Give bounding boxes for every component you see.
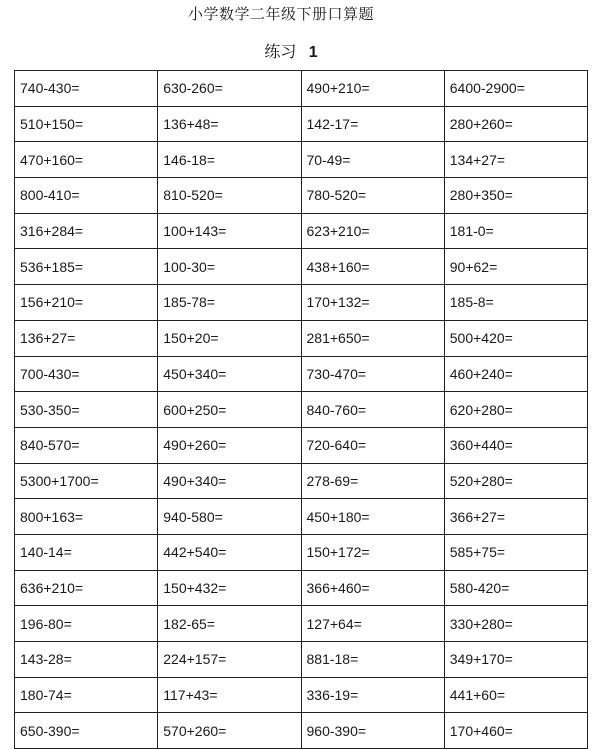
problem-row <box>15 606 588 642</box>
problem-cell: 490+340= <box>158 463 301 499</box>
problem-cell: 960-390= <box>301 713 444 749</box>
problem-cell: 800+163= <box>15 499 158 535</box>
problem-cell: 349+170= <box>444 642 587 678</box>
problem-row <box>15 534 588 570</box>
document-title: 小学数学二年级下册口算题 <box>187 5 374 23</box>
problem-cell: 700-430= <box>15 356 158 392</box>
problem-cell: 70-49= <box>301 142 444 178</box>
problem-cell: 490+210= <box>301 71 444 107</box>
problem-cell: 278-69= <box>301 463 444 499</box>
problem-row <box>15 713 588 749</box>
problem-row <box>15 642 588 678</box>
problem-row <box>15 320 588 356</box>
problem-cell: 360+440= <box>444 427 587 463</box>
problem-cell: 90+62= <box>444 249 587 285</box>
problem-row <box>15 677 588 713</box>
problem-cell: 280+350= <box>444 178 587 214</box>
problem-cell: 500+420= <box>444 320 587 356</box>
problem-row <box>15 213 588 249</box>
problem-row <box>15 427 588 463</box>
problem-cell: 5300+1700= <box>15 463 158 499</box>
problem-cell: 316+284= <box>15 213 158 249</box>
problem-row <box>15 249 588 285</box>
problem-cell: 490+260= <box>158 427 301 463</box>
problem-cell: 730-470= <box>301 356 444 392</box>
problem-cell: 136+48= <box>158 106 301 142</box>
problem-cell: 136+27= <box>15 320 158 356</box>
problem-cell: 366+27= <box>444 499 587 535</box>
arithmetic-problem-table <box>14 70 588 749</box>
problem-cell: 580-420= <box>444 570 587 606</box>
problem-cell: 450+340= <box>158 356 301 392</box>
problem-row <box>15 142 588 178</box>
problem-cell: 127+64= <box>301 606 444 642</box>
problem-cell: 940-580= <box>158 499 301 535</box>
problem-cell: 182-65= <box>158 606 301 642</box>
problem-cell: 438+160= <box>301 249 444 285</box>
problem-cell: 620+280= <box>444 392 587 428</box>
problem-cell: 150+432= <box>158 570 301 606</box>
problem-cell: 800-410= <box>15 178 158 214</box>
problem-cell: 470+160= <box>15 142 158 178</box>
exercise-number: 1 <box>308 44 318 61</box>
problem-cell: 6400-2900= <box>444 71 587 107</box>
problem-cell: 143-28= <box>15 642 158 678</box>
problem-cell: 510+150= <box>15 106 158 142</box>
problem-cell: 150+20= <box>158 320 301 356</box>
problem-cell: 366+460= <box>301 570 444 606</box>
problem-cell: 280+260= <box>444 106 587 142</box>
problem-cell: 450+180= <box>301 499 444 535</box>
problem-row <box>15 570 588 606</box>
problem-cell: 146-18= <box>158 142 301 178</box>
problem-cell: 281+650= <box>301 320 444 356</box>
problem-table-body <box>15 71 588 749</box>
problem-cell: 740-430= <box>15 71 158 107</box>
problem-cell: 650-390= <box>15 713 158 749</box>
exercise-heading <box>0 39 582 62</box>
problem-cell: 780-520= <box>301 178 444 214</box>
problem-cell: 636+210= <box>15 570 158 606</box>
problem-cell: 442+540= <box>158 534 301 570</box>
problem-cell: 150+172= <box>301 534 444 570</box>
problem-cell: 224+157= <box>158 642 301 678</box>
problem-cell: 330+280= <box>444 606 587 642</box>
problem-cell: 117+43= <box>158 677 301 713</box>
problem-cell: 585+75= <box>444 534 587 570</box>
problem-cell: 530-350= <box>15 392 158 428</box>
problem-cell: 181-0= <box>444 213 587 249</box>
problem-cell: 881-18= <box>301 642 444 678</box>
problem-cell: 100-30= <box>158 249 301 285</box>
problem-cell: 520+280= <box>444 463 587 499</box>
problem-cell: 441+60= <box>444 677 587 713</box>
problem-cell: 170+460= <box>444 713 587 749</box>
problem-cell: 720-640= <box>301 427 444 463</box>
problem-cell: 336-19= <box>301 677 444 713</box>
problem-cell: 623+210= <box>301 213 444 249</box>
problem-cell: 134+27= <box>444 142 587 178</box>
problem-cell: 142-17= <box>301 106 444 142</box>
problem-row <box>15 285 588 321</box>
problem-row <box>15 499 588 535</box>
problem-cell: 810-520= <box>158 178 301 214</box>
problem-cell: 185-78= <box>158 285 301 321</box>
problem-cell: 630-260= <box>158 71 301 107</box>
problem-row <box>15 178 588 214</box>
problem-cell: 140-14= <box>15 534 158 570</box>
problem-cell: 570+260= <box>158 713 301 749</box>
problem-cell: 100+143= <box>158 213 301 249</box>
problem-row <box>15 356 588 392</box>
problem-row <box>15 463 588 499</box>
problem-cell: 536+185= <box>15 249 158 285</box>
problem-cell: 196-80= <box>15 606 158 642</box>
problem-cell: 156+210= <box>15 285 158 321</box>
problem-cell: 460+240= <box>444 356 587 392</box>
problem-row <box>15 106 588 142</box>
problem-cell: 180-74= <box>15 677 158 713</box>
exercise-label: 练习 <box>264 42 297 61</box>
problem-cell: 840-760= <box>301 392 444 428</box>
problem-cell: 600+250= <box>158 392 301 428</box>
problem-row <box>15 71 588 107</box>
problem-cell: 840-570= <box>15 427 158 463</box>
problem-row <box>15 392 588 428</box>
problem-cell: 170+132= <box>301 285 444 321</box>
problem-cell: 185-8= <box>444 285 587 321</box>
